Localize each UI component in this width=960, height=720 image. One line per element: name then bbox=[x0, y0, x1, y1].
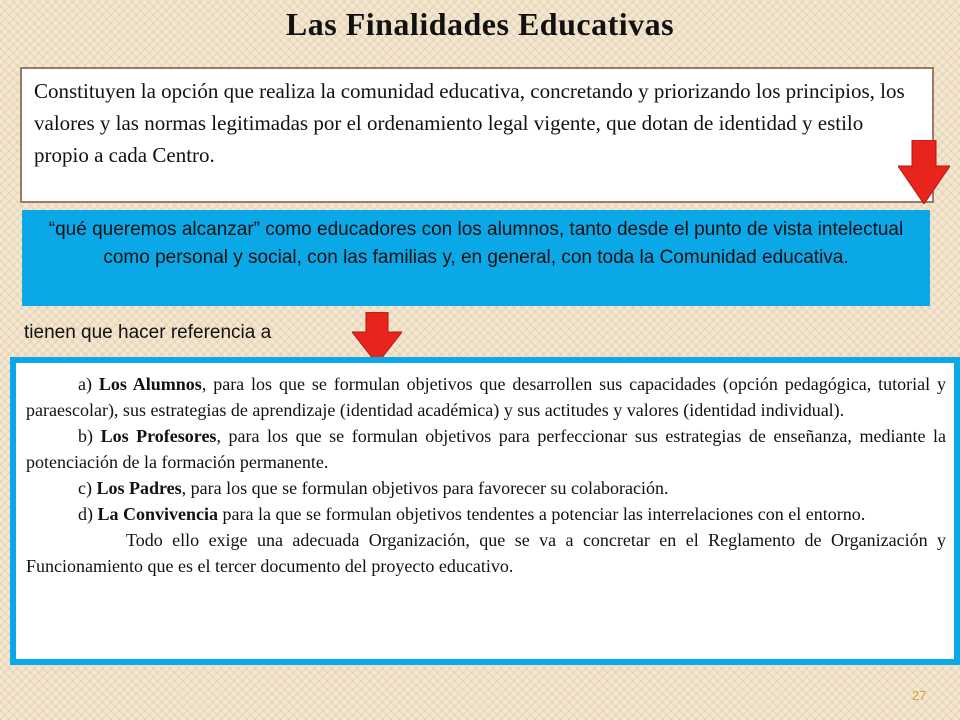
list-item: d) La Convivencia para la que se formulan objetivos tendentes a potenciar las interrelaciones con el entorno. bbox=[78, 504, 866, 524]
goal-text: “qué queremos alcanzar” como educadores con los alumnos, tanto desde el punto de vista intelectual como personal y social, con las familias y, en general, con toda la Comunidad educativa. bbox=[48, 219, 904, 268]
down-arrow-icon bbox=[898, 140, 950, 204]
finalities-list bbox=[10, 357, 960, 665]
reference-label: tienen que hacer referencia a bbox=[24, 322, 272, 343]
goal-box bbox=[22, 210, 930, 306]
page-number: 27 bbox=[912, 688, 927, 703]
slide-title: Las Finalidades Educativas bbox=[285, 6, 675, 42]
definition-text: Constituyen la opción que realiza la comunidad educativa, concretando y priorizando los principios, los valores y las normas legitimadas por el ordenamiento legal vigente, que dotan de identidad y estilo propio a cada Centro. bbox=[34, 79, 905, 167]
closing-paragraph: Todo ello exige una adecuada Organización, que se va a concretar en el Reglamento de Organización y Funcionamiento que es el tercer documento del proyecto educativo. bbox=[26, 530, 946, 576]
list-item: b) Los Profesores, para los que se formulan objetivos para perfeccionar sus estrategias de enseñanza, mediante la potenciación de la formación permanente. bbox=[26, 426, 947, 472]
definition-box bbox=[20, 67, 934, 203]
list-item: c) Los Padres, para los que se formulan objetivos para favorecer su colaboración. bbox=[78, 478, 669, 498]
list-item: a) Los Alumnos, para los que se formulan objetivos que desarrollen sus capacidades (opción pedagógica, tutorial y paraescolar), sus estrategias de aprendizaje (identidad académica) y sus actitudes y valores (identidad individual). bbox=[26, 374, 946, 420]
